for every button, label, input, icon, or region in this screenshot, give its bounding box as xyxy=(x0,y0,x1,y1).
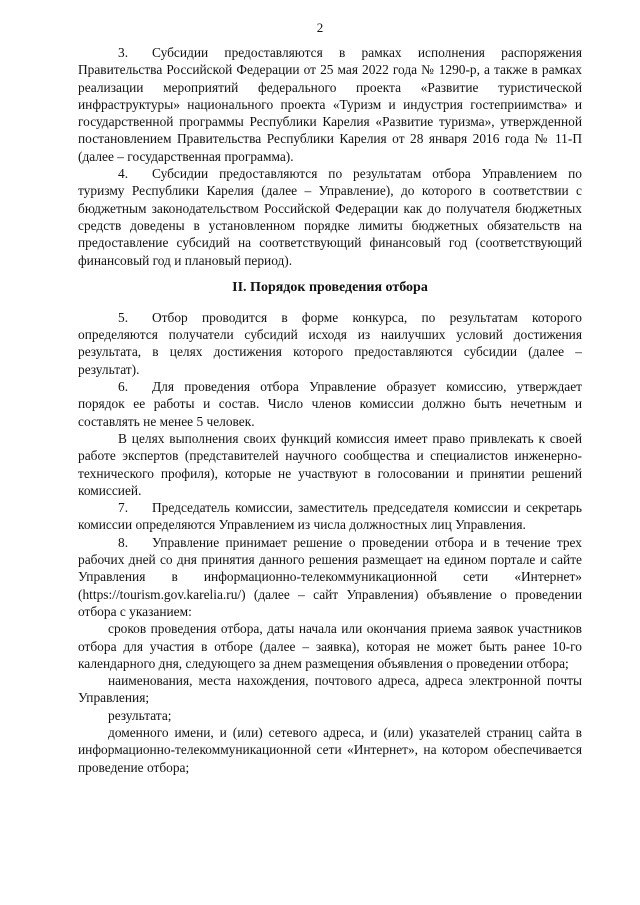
paragraph-text: Субсидии предоставляются по результатам отбора Управлением по туризму Республики Карелия (далее – Управление), до которого в соответствии с бюджетным законодательством Российской Федерации как до получателя бюджетных средств доведены в установленном порядке лимиты бюджетных обязательств на предоставление субсидий на соответствующий финансовый год (соответствующий финансовый год и плановый период). xyxy=(78,166,582,268)
paragraph-text: Для проведения отбора Управление образует комиссию, утверждает порядок ее работы и состав. Число членов комиссии должно быть нечетным и составлять не менее 5 человек. xyxy=(78,379,582,429)
list-item: результата; xyxy=(108,707,172,723)
paragraph-5 xyxy=(78,309,582,378)
list-item: наименования, места нахождения, почтового адреса, адреса электронной почты Управления; xyxy=(78,673,582,706)
paragraph-text: Председатель комиссии, заместитель председателя комиссии и секретарь комиссии определяются Управлением из числа должностных лиц Управления. xyxy=(78,500,582,533)
paragraph-text: Субсидии предоставляются в рамках исполнения распоряжения Правительства Российской Федерации от 25 мая 2022 года № 1290-р, а также в рамках реализации мероприятий федерального проекта «Развитие туристической инфраструктуры» национального проекта «Туризм и индустрия гостеприимства» и государственной программы Республики Карелия «Развитие туризма», утвержденной постановлением Правительства Республики Карелия от 28 января 2016 года № 11-П (далее – государственная программа). xyxy=(78,45,582,164)
section-title: II. Порядок проведения отбора xyxy=(232,279,428,295)
paragraph-number: 4. xyxy=(118,166,129,182)
list-item: сроков проведения отбора, даты начала или окончания приема заявок участников отбора для участия в отборе (далее – заявка), которая не может быть ранее 10-го календарного дня, следующего за днем размещения объявления о проведении отбора; xyxy=(78,621,582,671)
paragraph-6-continued xyxy=(78,430,582,499)
paragraph-text: Управление принимает решение о проведении отбора и в течение трех рабочих дней со дня принятия данного решения размещает на едином портале и сайте Управления в информационно-телекоммуникационной сети «Интернет» (https://tourism.gov.karelia.ru/) (далее – сайт Управления) объявление о проведении отбора с указанием: xyxy=(78,534,582,619)
paragraph-6 xyxy=(78,378,582,430)
paragraph-number: 6. xyxy=(118,379,129,395)
paragraph-number: 8. xyxy=(118,534,129,550)
paragraph-number: 7. xyxy=(118,500,129,516)
paragraph-text: Отбор проводится в форме конкурса, по результатам которого определяются получатели субсидий исходя из наилучших условий достижения результата, в целях достижения которого предоставляются субсидии (далее – результат). xyxy=(78,309,582,377)
paragraph-number: 5. xyxy=(118,309,129,325)
page-number: 2 xyxy=(316,20,324,35)
paragraph-7 xyxy=(78,499,582,534)
paragraph-8 xyxy=(78,534,582,620)
paragraph-text: В целях выполнения своих функций комиссия имеет право привлекать к своей работе экспертов (представителей научного сообщества и специалистов инженерно-технического профиля), которые не участвуют в голосовании и принятии решений комиссией. xyxy=(78,430,582,498)
document-body xyxy=(78,44,582,776)
list-item: доменного имени, и (или) сетевого адреса, и (или) указателей страниц сайта в информационно-телекоммуникационной сети «Интернет», на котором обеспечивается проведение отбора; xyxy=(78,724,582,775)
paragraph-4 xyxy=(78,165,582,269)
paragraph-number: 3. xyxy=(118,45,129,60)
paragraph-3 xyxy=(78,44,582,165)
